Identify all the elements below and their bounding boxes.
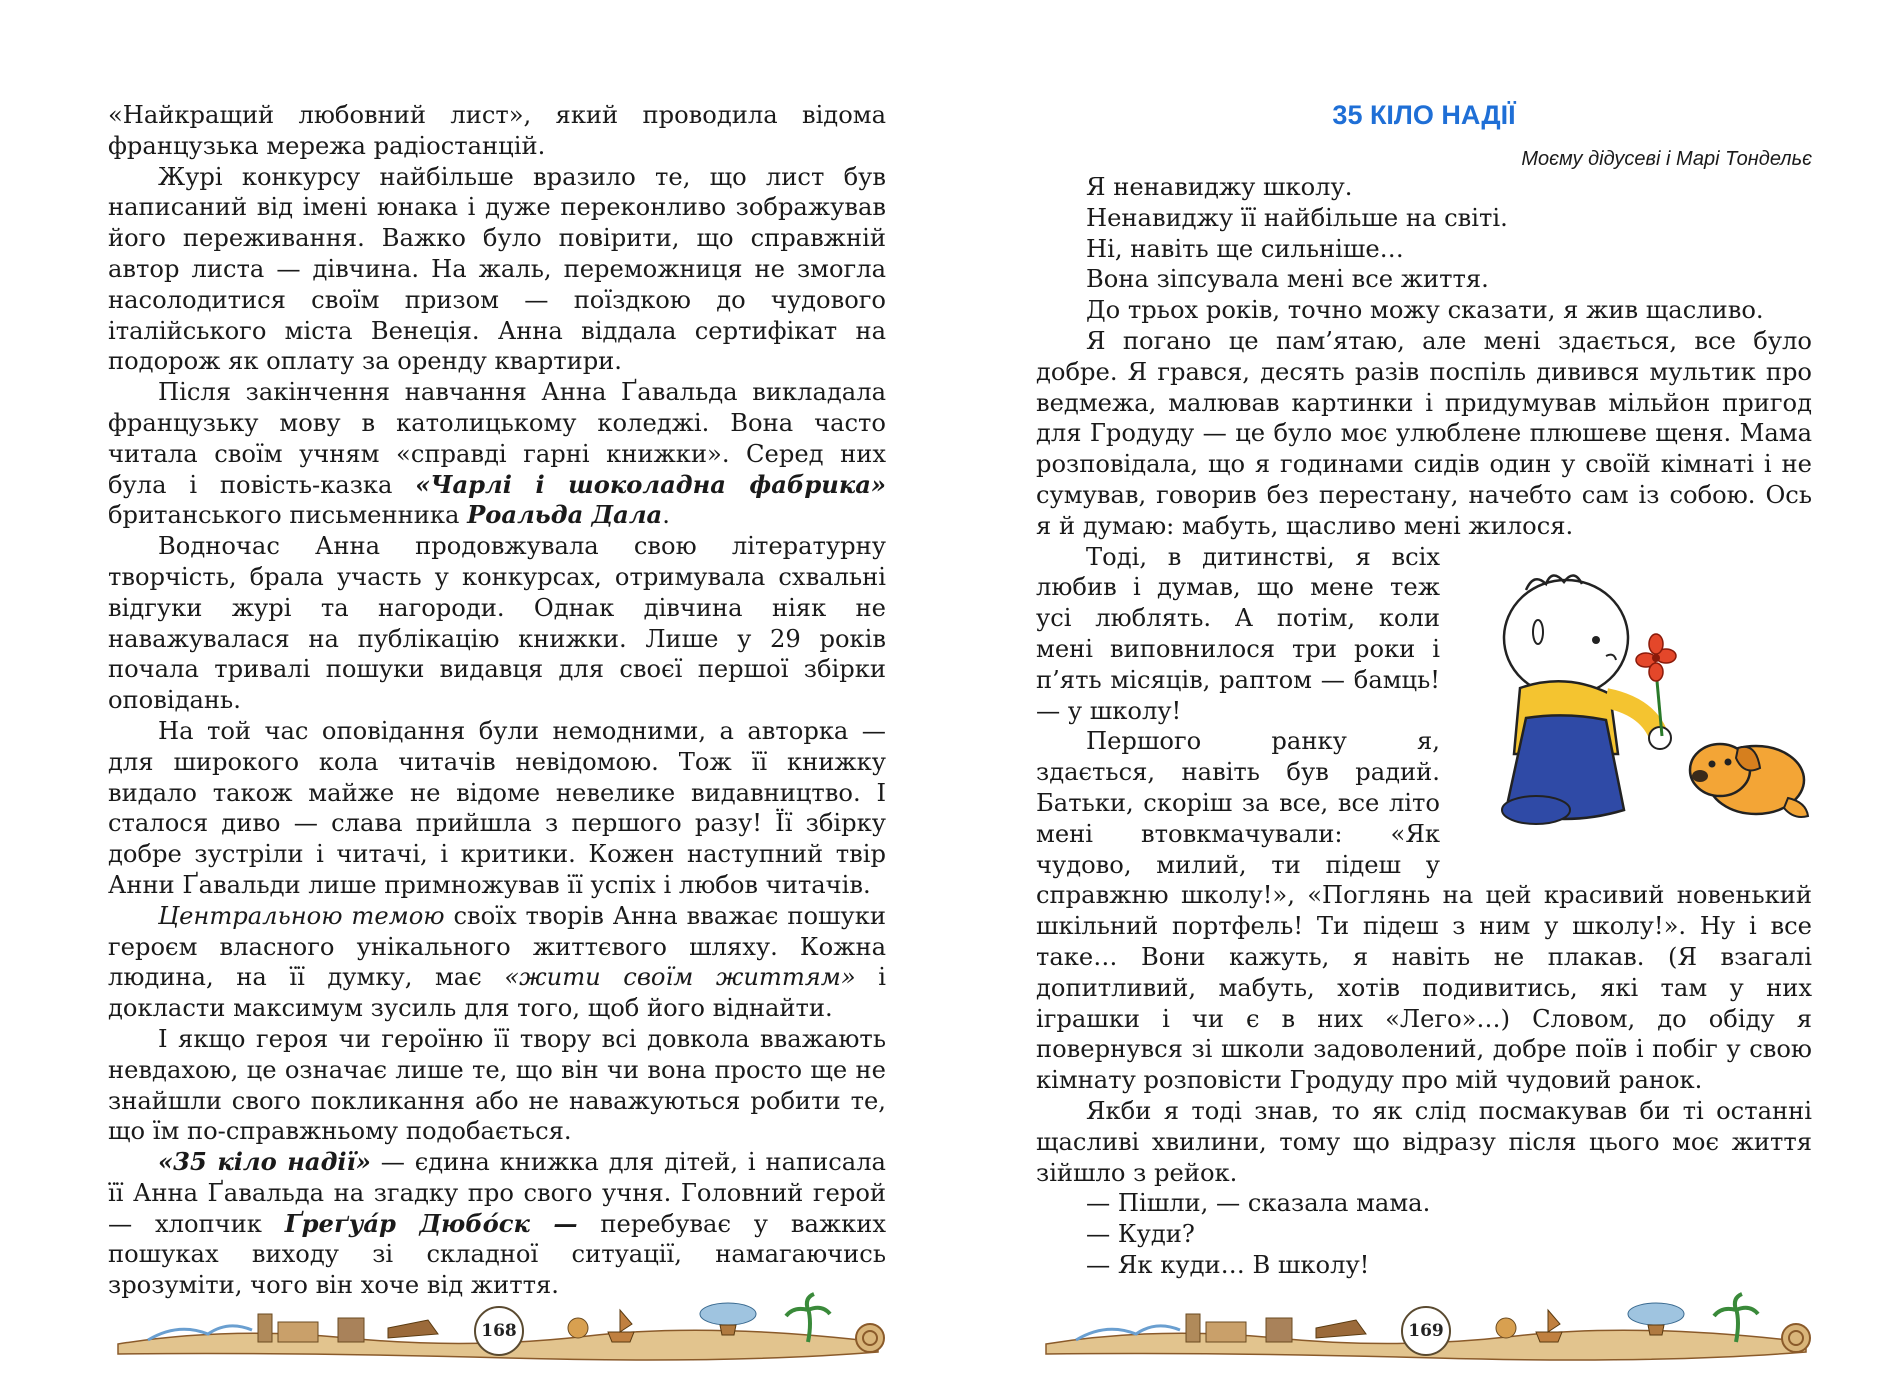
right-page: [1036, 0, 1812, 1400]
boy-with-puppy-illustration: [1456, 548, 1816, 848]
paragraph: Вона зіпсувала мені все життя.: [1086, 265, 1489, 294]
paragraph: Першого ранку я, здається, навіть був радий. Батьки, скоріш за все, все літо мені втовкмачували: «Як чудово, милий, ти підеш у справжню школу!», «Поглянь на цей красивий новенький шкільний портфель! Ти підеш з ним у школу!». Ну і все таке… Вони кажуть, я навіть не плакав. (Я взагалі допитливий, мабуть, хотів подивитись, які там у них іграшки і чи є в них «Лего»…) Словом, до обіду я повернувся зі школи задоволений, добре поїв і побіг у свою кімнату розповісти Гродуду про мій чудовий ранок.: [1036, 727, 1812, 1095]
page-number: 168: [474, 1306, 524, 1356]
paragraph: І якщо героя чи героїню її твору всі довкола вважають невдахою, це означає лише те, що він чи вона просто ще не знайшли свого покликання або не наважуються робити те, що їм по-справжньому подобається.: [108, 1024, 886, 1146]
paragraph: Центральною темою своїх творів Анна вважає пошуки героєм власного унікального життєвого шляху. Кожна людина, на її думку, має «жити своїм життям» і докласти максимум зусиль для того, щоб його віднайти.: [108, 901, 887, 1023]
paragraph: Я погано це пам’ятаю, але мені здається, все було добре. Я грався, десять разів поспіль дивився мультик про ведмежа, малював картинки і придумував мільйон пригод для Гродуду — це було моє улюблене плюшеве щеня. Мама розповідала, що я годинами сидів один у своїй кімнаті і не сумував, говорив без перестану, начебто сам із собою. Ось я й думаю: мабуть, щасливо мені жилося.: [1036, 326, 1812, 540]
dialogue-line: — Пішли, — сказала мама.: [1086, 1189, 1431, 1218]
right-page-text: [1036, 172, 1812, 1281]
author-name-emphasis: Роальда Дала: [467, 500, 663, 530]
paragraph: Тоді, в дитинстві, я всіх любив і думав, що мене теж усі люблять. А потім, коли мені виповнилося три роки і п’ять місяців, раптом — бамць! — у школу!: [1036, 542, 1440, 725]
paragraph: Якби я тоді знав, то як слід посмакував би ті останні щасливі хвилини, тому що відразу після цього моє життя зійшло з рейок.: [1036, 1096, 1812, 1187]
paragraph: Ненавиджу її найбільше на світі.: [1086, 203, 1508, 232]
page-number: 169: [1401, 1306, 1451, 1356]
paragraph: Я ненавиджу школу.: [1086, 173, 1353, 201]
paragraph: Журі конкурсу найбільше вразило те, що лист був написаний від імені юнака і дуже переконливо зображував його переживання. Важко було повірити, що справжній автор листа — дівчина. На жаль, переможниця не змогла насолодитися своїм призом — поїздкою до чудового італійського міста Венеція. Анна віддала сертифікат на подорож як оплату за оренду квартири.: [108, 162, 886, 376]
quote-emphasis: «жити своїм життям»: [504, 963, 856, 992]
left-page-text: [108, 100, 886, 1301]
illustration-svg: [1456, 548, 1816, 848]
paragraph: На той час оповідання були немодними, а авторка — для широкого кола читачів невідомою. Тож її книжку видало також майже не відоме невелике видавництво. І сталося диво — слава прийшла з першого разу! Її збірку добре зустріли і читачі, і критики. Кожен наступний твір Анни Ґавальди лише примножував її успіх і любов читачів.: [108, 716, 886, 899]
dedication: Моєму дідусеві і Марі Тондельє: [1521, 148, 1812, 170]
footer-ornament: [1036, 1288, 1812, 1368]
paragraph: Після закінчення навчання Анна Ґавальда викладала французьку мову в католицькому коледжі. Вона часто читала своїм учням «справді гарні книжки». Серед них була і повість-казка «Чарлі і шоколадна фабрика» британського письменника Роальда Дала.: [108, 378, 887, 530]
paragraph: «35 кіло надії» — єдина книжка для дітей, і написала її Анна Ґавальда на згадку про свого учня. Головний герой — хлопчик Ґреґуа́р Дюбо́ск — перебуває у важких пошуках виходу зі складної ситуації, намагаючись зрозуміти, чого він хоче від життя.: [108, 1147, 887, 1300]
dialogue-line: — Як куди… В школу!: [1086, 1250, 1370, 1279]
book-title-emphasis: «35 кіло надії»: [158, 1147, 371, 1177]
paragraph: Ні, навіть ще сильніше…: [1086, 234, 1404, 263]
term-emphasis: Центральною темою: [158, 901, 445, 930]
hero-name-emphasis: Ґреґуа́р Дюбо́ск —: [284, 1208, 578, 1238]
paragraph: «Найкращий любовний лист», який проводила відома французька мережа радіостанцій.: [108, 101, 886, 160]
chapter-title: 35 КІЛО НАДІЇ: [1332, 100, 1516, 130]
paragraph: До трьох років, точно можу сказати, я жив щасливо.: [1086, 296, 1764, 325]
book-title-emphasis: «Чарлі і шоколадна фабрика»: [415, 469, 887, 499]
dialogue-line: — Куди?: [1086, 1220, 1195, 1249]
left-page: [108, 0, 886, 1400]
footer-ornament: [108, 1288, 886, 1368]
paragraph: Водночас Анна продовжувала свою літературну творчість, брала участь у конкурсах, отримувала схвальні відгуки журі та нагороди. Однак дівчина ніяк не наважувалася на публікацію книжки. Лише у 29 років почала тривалі пошуки видавця для своєї першої збірки оповідань.: [108, 532, 886, 715]
